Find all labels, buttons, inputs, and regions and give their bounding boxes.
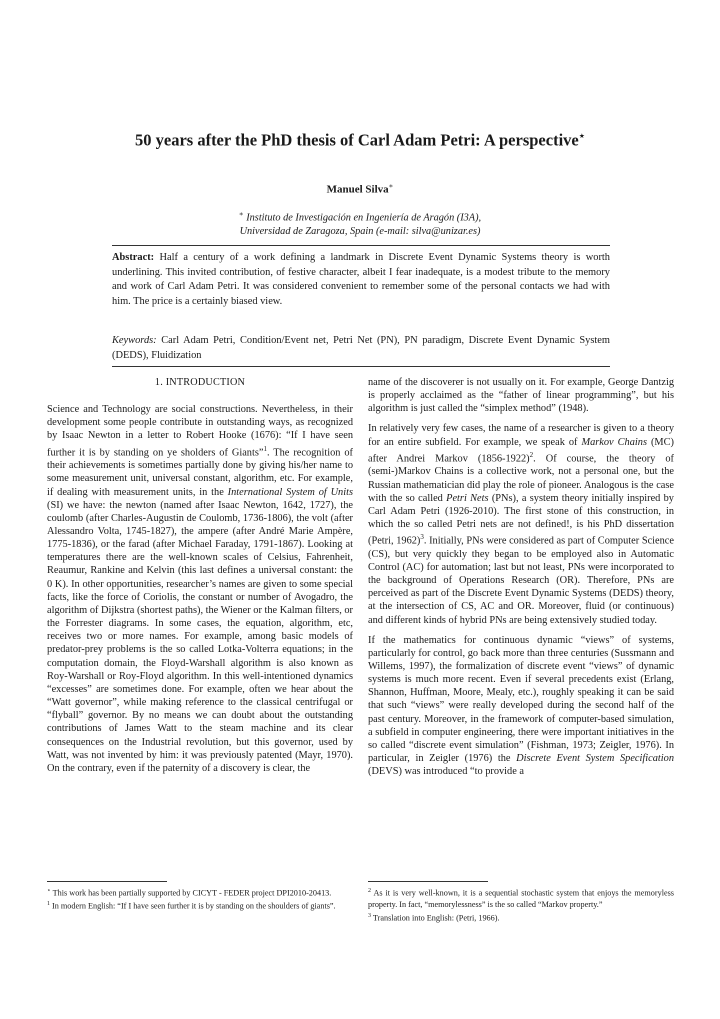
keywords [112, 334, 610, 363]
footnotes-left [47, 886, 353, 913]
abstract-top-rule [112, 245, 610, 246]
footnote-ref-1: 1 [263, 444, 267, 453]
left-column [47, 376, 353, 782]
intro-paragraph-2: name of the discoverer is not usually on it. For example, George Dantzig is properly acclaimed as the “father of linear programming”, but his algorithm is just called the “simplex method” (1948). [368, 377, 674, 415]
footnote-ref-2: 2 [529, 450, 534, 459]
footnote-3: $^3$ Translation into English: (Petri, 1966). [368, 912, 500, 923]
abstract [112, 251, 610, 309]
emphasis-markov-chains: Markov Chains [581, 436, 647, 448]
emphasis-petri-nets: Petri Nets [446, 492, 489, 504]
author-name: Manuel Silva [326, 183, 389, 196]
title-text: 50 years after the PhD thesis of Carl Adam Petri: A perspective [135, 130, 579, 150]
paper-title [100, 126, 620, 151]
footnote-2: $^2$ As it is very well-known, it is a sequential stochastic system that enjoys the memoryless property. In fact, “memorylessness” is the so called “Markov property.” [368, 888, 674, 910]
section-heading: 1. INTRODUCTION [154, 377, 246, 388]
footnote-ref-3: 3 [420, 533, 424, 542]
intro-paragraph-1: Science and Technology are social constructions. Nevertheless, in their development some people contribute in outstanding ways, as recognized by Isaac Newton in a letter to Robert Hooke (1676): “If I have seen further it is by standing on ye sholders of Giants”$^1$. The recognition of their achievements is sometimes partially done by giving his/her name to some measurement unit, universal constant, algorithm, etc. For example, if dealing with measurement units, in the International System of Units (SI) we have: the newton (named after Isaac Newton, 1642, 1727), the coulomb (after Charles-Augustin de Coulomb, 1736-1806), the volt (after Alessandro Volta, 1745-1827), the ampere (after André Marie Ampère, 1775-1836), or the farad (after Michael Faraday, 1791-1867). Looking at temperatures there are the well-known scales of Celsius, Fahrenheit, Reaumur, Rankine and Kelvin (this last defines a universal constant: the 0 K). In other opportunities, researcher’s names are given to some special facts, like the force of Coriolis, the constant or number of Avogadro, the algorithm of Dijkstra (shortest paths), the Wiener or the Kalman filters, or the Forrester diagrams. In some cases, the equation, algorithm, etc, receives two or more names. For example, among basic models of predator-prey problems is the so called Lotka-Volterra equations; in the computation domain, the Floyd-Warshall algorithm is also known as Roy-Warshall or Roy-Floyd algorithm. In this well-intentioned dynamics “excesses” are sometimes done. For example, often we hear about the “Watt governor”, while making reference to the classical centrifugal or “flyball” governor. By no means we can doubt about the outstanding contributions of James Watt to the steam machine and its clear consequences on the Industrial revolution, but this governor, used by Watt, was not invented by him: it was previously patented (Mayr, 1970). On the contrary, even if the paternity of a discovery is clear, the [47, 404, 354, 774]
affiliation-line-1: ∗ Instituto de Investigación en Ingeniería de Aragón (I3A), [238, 210, 482, 224]
footnote-rule-right [368, 881, 488, 882]
footnotes-right [368, 886, 674, 924]
keywords-label: Keywords: [112, 335, 157, 346]
intro-paragraph-3: In relatively very few cases, the name of a researcher is given to a theory for an entire subfield. For example, we speak of Markov Chains (MC) after Andrei Markov (1856-1922)$^2$. Of course, the theory of (semi-)Markov Chains is a collective work, not a personal one, but the Russian mathematician did play the role of pioneer. Analogous is the case with the so called Petri Nets (PNs), a system theory initially inspired by Carl Adam Petri (1926-2010). The first stone of this construction, in which the so called Petri nets are not defined!, is his PhD dissertation (Petri, 1962)$^3$. Initially, PNs were considered as part of Computer Science (CS), but very quickly they began to be employed also in Automatic Control (AC) for automation; last but not least, PNs were incorporated to the background of Operations Research (OR). Therefore, PNs are perceived as part of the Discrete Event Dynamic Systems (DEDS) theory, at the intersection of CS, AC and OR. Moreover, fluid (or continuous) and different kinds of hybrid PNs are being extensively studied today. [368, 423, 674, 626]
footnote-funding: ⋆ This work has been partially supported by CICYT - FEDER project DPI2010-20413. [47, 888, 332, 898]
abstract-label: Abstract: [112, 252, 155, 263]
right-column [368, 376, 674, 785]
affiliation-mark: ∗ [238, 210, 244, 218]
emphasis-si: International System of Units [227, 486, 354, 498]
intro-paragraph-4: If the mathematics for continuous dynamic “views” of systems, particularly for control, go back more than three centuries (Sussmann and Willems, 1997), the formalization of discrete event “views” of dynamic systems is much more recent. Even if several precedents exist (Erlang, Shannon, Huffman, Moore, Mealy, etc.), roughly speaking it can be said that such “views” were really developed during the second half of the past century. Moreover, in the framework of computer-based simulation, a subfield in computer engineering, there were important initiatives in the so called “discrete event simulation” (Fishman, 1973; Zeigler, 1976). In particular, in Zeigler (1976) the Discrete Event System Specification (DEVS) was introduced “to provide a [368, 634, 674, 778]
footnote-1: $^1$ In modern English: “If I have seen further it is by standing on the shoulders of giants”. [47, 901, 336, 912]
keywords-text: Carl Adam Petri, Condition/Event net, Petri Net (PN), PN paradigm, Discrete Event Dynamic System (DEDS), Fluidization [112, 335, 610, 361]
abstract-text: Half a century of a work defining a landmark in Discrete Event Dynamic Systems theory is worth underlining. This invited contribution, of festive character, albeit I fear inadequate, is a modest tribute to the memory and work of Carl Adam Petri. It was considered convenient to remember some of the personal contacts we had with him. The price is a certainly biased view. [112, 252, 610, 307]
affiliation [0, 207, 720, 239]
author-mark: ∗ [388, 182, 394, 190]
abstract-bottom-rule [112, 366, 610, 367]
author [0, 182, 720, 196]
footnote-rule-left [47, 881, 167, 882]
title-footnote-mark: ⋆ [578, 131, 585, 142]
emphasis-devs: Discrete Event System Specification [516, 753, 674, 765]
affiliation-line-2: Universidad de Zaragoza, Spain (e-mail: silva@unizar.es) [239, 226, 481, 238]
